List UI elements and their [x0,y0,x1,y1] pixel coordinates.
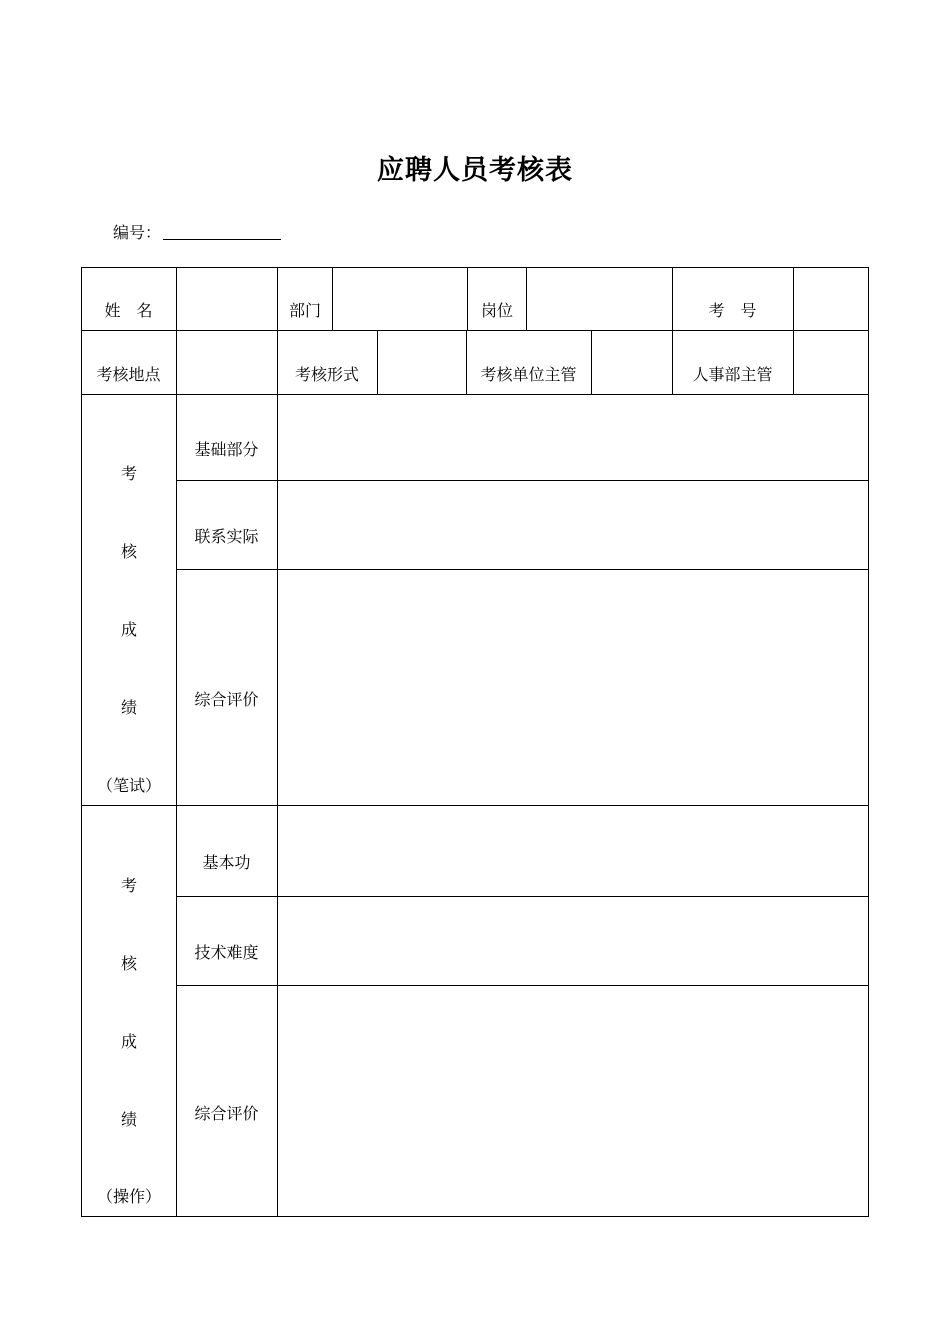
col-divider [526,267,527,330]
practical-item-difficulty: 技术难度 [194,943,259,962]
written-item-practice: 联系实际 [194,527,259,546]
serial-label: 编号： [113,223,162,242]
table-border-right [868,267,869,1217]
practical-section-char: 考 [120,876,137,895]
table-border-top [81,267,869,268]
written-section-char: 绩 [120,698,137,717]
written-practice-field[interactable] [278,481,868,569]
practical-overall-field[interactable] [278,986,868,1216]
practical-section-char: 核 [120,954,137,973]
written-item-basic: 基础部分 [194,440,259,459]
post-label: 岗位 [481,301,514,320]
practical-item-fundamentals: 基本功 [202,853,251,872]
written-basic-field[interactable] [278,395,868,480]
location-label: 考核地点 [96,365,161,384]
written-section-char: 考 [120,464,137,483]
col-divider [176,267,177,1217]
practical-fundamentals-field[interactable] [278,806,868,896]
unit-supervisor-label: 考核单位主管 [480,365,577,384]
dept-label: 部门 [289,301,322,320]
col-divider [591,330,592,394]
practical-item-overall: 综合评价 [194,1104,259,1123]
name-label: 姓 名 [104,301,153,320]
written-overall-field[interactable] [278,570,868,805]
written-section-char: 核 [120,542,137,561]
col-divider [793,267,794,394]
hr-supervisor-label: 人事部主管 [692,365,773,384]
exam-no-label: 考 号 [708,301,757,320]
written-section-mode: （笔试） [96,776,161,795]
practical-section-char: 成 [120,1032,137,1051]
table-border-left [81,267,82,1217]
table-border-bottom [81,1216,869,1217]
form-label: 考核形式 [294,365,359,384]
written-item-overall: 综合评价 [194,690,259,709]
practical-section-char: 绩 [120,1110,137,1129]
col-divider [467,267,468,330]
col-divider [377,330,378,394]
written-section-char: 成 [120,620,137,639]
practical-section-mode: （操作） [96,1187,161,1206]
form-title: 应聘人员考核表 [377,155,573,186]
practical-difficulty-field[interactable] [278,897,868,985]
row-divider [81,330,869,331]
col-divider [332,267,333,330]
